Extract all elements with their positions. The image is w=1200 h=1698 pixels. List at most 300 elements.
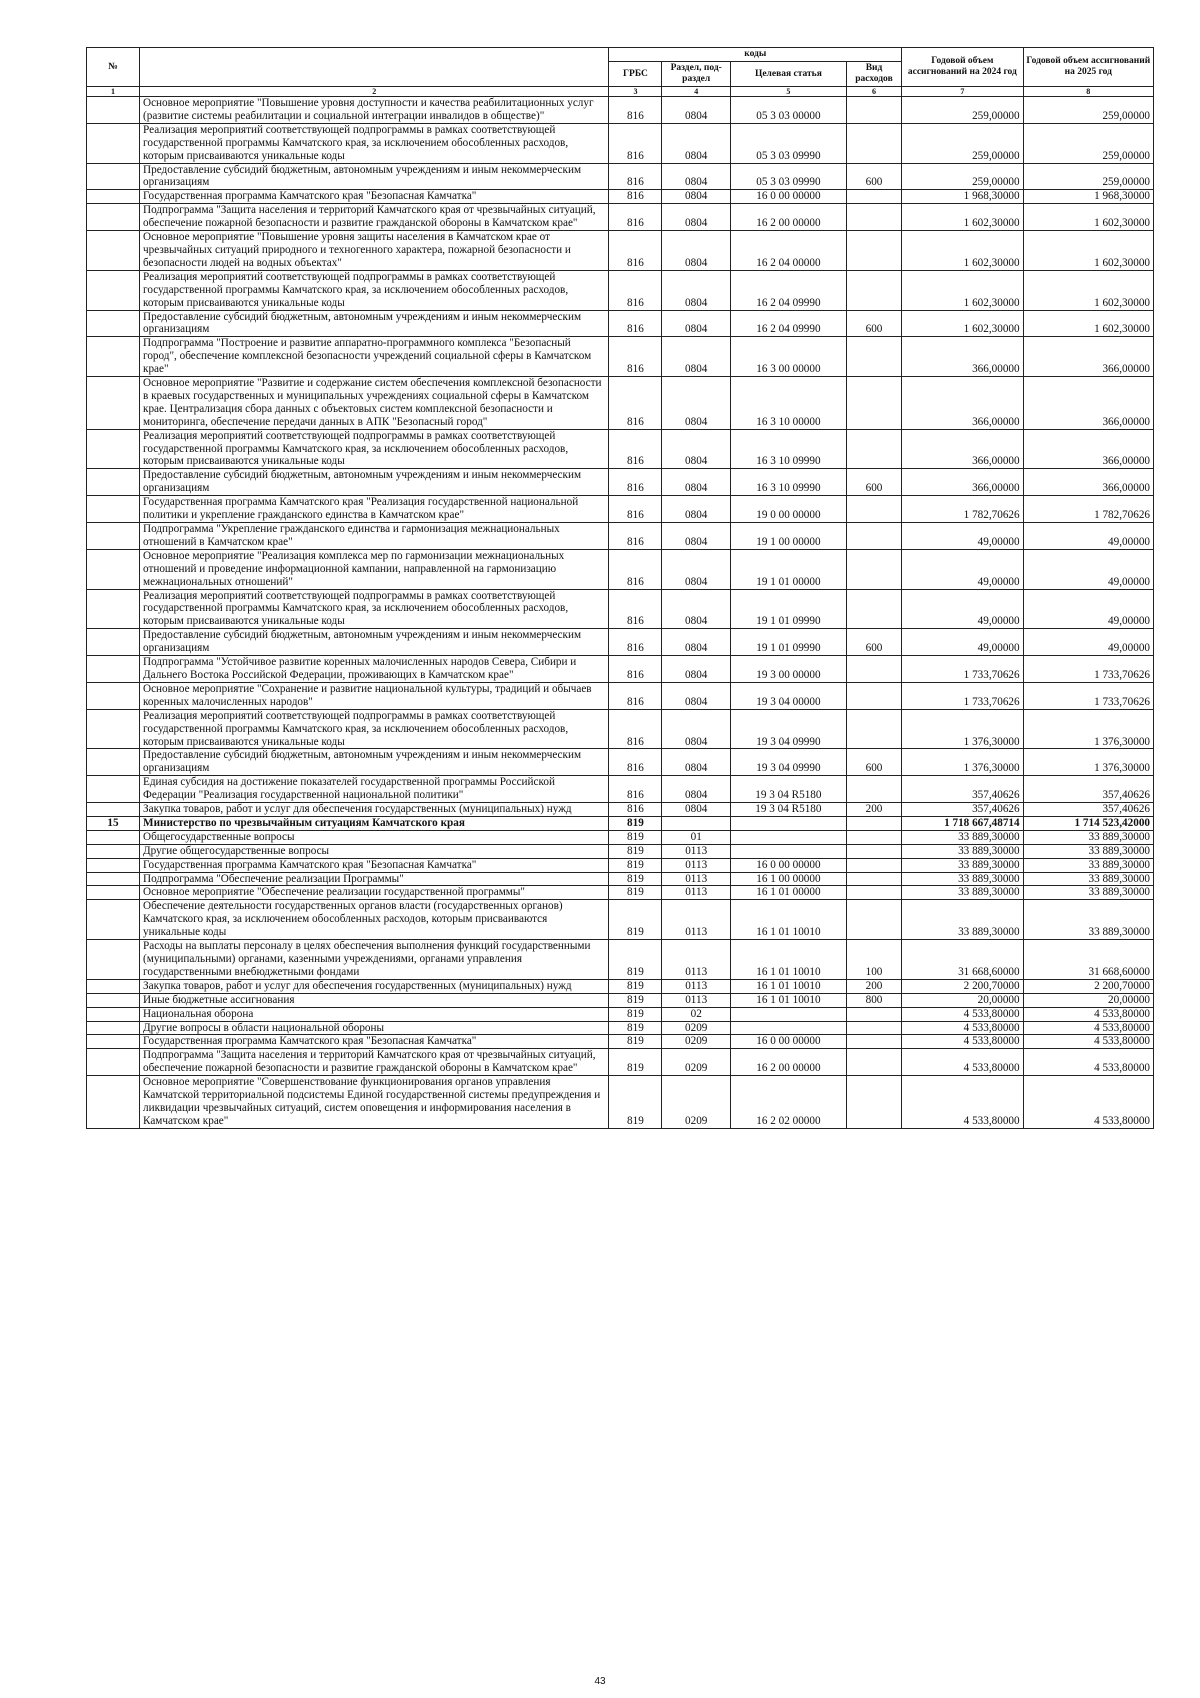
cell-name: Основное мероприятие "Сохранение и развитие национальной культуры, традиций и обычаев коренных малочисленных народов" <box>140 682 609 709</box>
cell-2025: 1 968,30000 <box>1023 190 1153 204</box>
cell-celevaya: 16 2 04 09990 <box>730 310 846 337</box>
cell-razdel: 0804 <box>662 204 730 231</box>
header-grbs: ГРБС <box>609 62 662 87</box>
cell-2025: 4 533,80000 <box>1023 1035 1153 1049</box>
cell-vid <box>846 830 901 844</box>
cell-razdel: 0113 <box>662 858 730 872</box>
cell-name: Министерство по чрезвычайным ситуациям Камчатского края <box>140 816 609 830</box>
cell-name: Реализация мероприятий соответствующей подпрограммы в рамках соответствующей государственной программы Камчатского края, за исключением обособленных расходов, которым присваиваются уникальные коды <box>140 123 609 163</box>
cell-grbs: 816 <box>609 204 662 231</box>
cell-celevaya: 19 1 01 09990 <box>730 589 846 629</box>
table-row <box>87 231 1154 271</box>
cell-2024: 4 533,80000 <box>902 1035 1024 1049</box>
cell-number <box>87 803 140 817</box>
cell-2024: 1 718 667,48714 <box>902 816 1024 830</box>
cell-vid <box>846 231 901 271</box>
cell-number <box>87 1076 140 1129</box>
cell-name: Другие общегосударственные вопросы <box>140 844 609 858</box>
cell-celevaya: 16 3 10 09990 <box>730 429 846 469</box>
cell-2025: 259,00000 <box>1023 163 1153 190</box>
cell-grbs: 819 <box>609 830 662 844</box>
table-row <box>87 204 1154 231</box>
cell-razdel: 0804 <box>662 190 730 204</box>
cell-number <box>87 337 140 377</box>
cell-razdel: 0113 <box>662 993 730 1007</box>
cell-vid <box>846 682 901 709</box>
cell-razdel: 0804 <box>662 429 730 469</box>
cell-grbs: 819 <box>609 844 662 858</box>
cell-celevaya: 16 2 00 00000 <box>730 1049 846 1076</box>
table-body <box>87 97 1154 1129</box>
table-row <box>87 1049 1154 1076</box>
colnum-1: 1 <box>87 87 140 97</box>
table-row <box>87 1021 1154 1035</box>
cell-name: Закупка товаров, работ и услуг для обеспечения государственных (муниципальных) нужд <box>140 803 609 817</box>
cell-razdel: 0804 <box>662 231 730 271</box>
cell-number <box>87 231 140 271</box>
table-row <box>87 589 1154 629</box>
cell-number <box>87 858 140 872</box>
cell-razdel: 0209 <box>662 1021 730 1035</box>
cell-vid <box>846 1076 901 1129</box>
cell-grbs: 816 <box>609 469 662 496</box>
cell-2025: 357,40626 <box>1023 776 1153 803</box>
colnum-6: 6 <box>846 87 901 97</box>
cell-celevaya: 19 1 01 00000 <box>730 549 846 589</box>
cell-vid <box>846 429 901 469</box>
page-number: 43 <box>594 1676 606 1687</box>
cell-2025: 20,00000 <box>1023 993 1153 1007</box>
cell-grbs: 819 <box>609 886 662 900</box>
cell-celevaya: 19 3 00 00000 <box>730 656 846 683</box>
cell-grbs: 816 <box>609 190 662 204</box>
cell-number <box>87 872 140 886</box>
cell-name: Государственная программа Камчатского края "Безопасная Камчатка" <box>140 1035 609 1049</box>
cell-2024: 1 602,30000 <box>902 231 1024 271</box>
cell-name: Подпрограмма "Обеспечение реализации Программы" <box>140 872 609 886</box>
cell-2025: 1 376,30000 <box>1023 709 1153 749</box>
cell-grbs: 819 <box>609 1007 662 1021</box>
cell-2025: 33 889,30000 <box>1023 844 1153 858</box>
cell-celevaya <box>730 844 846 858</box>
header-2025: Годовой объем ассигнований на 2025 год <box>1023 48 1153 87</box>
cell-grbs: 819 <box>609 1035 662 1049</box>
cell-grbs: 819 <box>609 900 662 940</box>
cell-vid: 600 <box>846 163 901 190</box>
table-row <box>87 993 1154 1007</box>
cell-2024: 366,00000 <box>902 377 1024 430</box>
cell-vid <box>846 270 901 310</box>
cell-razdel: 0804 <box>662 469 730 496</box>
table-row <box>87 803 1154 817</box>
cell-name: Государственная программа Камчатского края "Безопасная Камчатка" <box>140 190 609 204</box>
cell-2025: 366,00000 <box>1023 377 1153 430</box>
table-row <box>87 190 1154 204</box>
cell-razdel: 0804 <box>662 656 730 683</box>
cell-2025: 49,00000 <box>1023 549 1153 589</box>
cell-grbs: 816 <box>609 549 662 589</box>
cell-razdel: 0804 <box>662 629 730 656</box>
cell-celevaya: 19 1 00 00000 <box>730 523 846 550</box>
cell-number <box>87 310 140 337</box>
table-row <box>87 629 1154 656</box>
cell-celevaya <box>730 830 846 844</box>
cell-vid: 600 <box>846 629 901 656</box>
cell-vid <box>846 816 901 830</box>
cell-grbs: 816 <box>609 749 662 776</box>
table-row <box>87 377 1154 430</box>
cell-razdel: 0804 <box>662 682 730 709</box>
cell-number <box>87 776 140 803</box>
cell-razdel: 0804 <box>662 310 730 337</box>
cell-2024: 366,00000 <box>902 469 1024 496</box>
cell-2025: 366,00000 <box>1023 429 1153 469</box>
cell-vid <box>846 872 901 886</box>
cell-grbs: 816 <box>609 709 662 749</box>
cell-grbs: 816 <box>609 97 662 124</box>
cell-number <box>87 1049 140 1076</box>
cell-2025: 4 533,80000 <box>1023 1007 1153 1021</box>
cell-grbs: 816 <box>609 682 662 709</box>
cell-grbs: 816 <box>609 231 662 271</box>
table-header <box>87 48 1154 97</box>
cell-grbs: 819 <box>609 993 662 1007</box>
cell-razdel: 0113 <box>662 872 730 886</box>
cell-razdel: 0209 <box>662 1035 730 1049</box>
cell-2025: 1 376,30000 <box>1023 749 1153 776</box>
cell-razdel: 0804 <box>662 803 730 817</box>
cell-number <box>87 1021 140 1035</box>
cell-grbs: 816 <box>609 523 662 550</box>
cell-2024: 366,00000 <box>902 337 1024 377</box>
table-row <box>87 429 1154 469</box>
cell-name: Национальная оборона <box>140 1007 609 1021</box>
cell-grbs: 816 <box>609 776 662 803</box>
cell-name: Предоставление субсидий бюджетным, автономным учреждениям и иным некоммерческим организациям <box>140 469 609 496</box>
cell-number <box>87 1007 140 1021</box>
cell-name: Подпрограмма "Устойчивое развитие коренных малочисленных народов Севера, Сибири и Дальнего Востока Российской Федерации, проживающих в Камчатском крае" <box>140 656 609 683</box>
cell-razdel: 0804 <box>662 377 730 430</box>
cell-number <box>87 993 140 1007</box>
cell-2025: 366,00000 <box>1023 469 1153 496</box>
cell-celevaya: 19 3 04 09990 <box>730 709 846 749</box>
cell-vid <box>846 190 901 204</box>
cell-2025: 33 889,30000 <box>1023 886 1153 900</box>
cell-razdel: 0113 <box>662 886 730 900</box>
cell-celevaya: 16 1 01 00000 <box>730 886 846 900</box>
cell-2024: 357,40626 <box>902 776 1024 803</box>
cell-razdel <box>662 816 730 830</box>
cell-name: Предоставление субсидий бюджетным, автономным учреждениям и иным некоммерческим организациям <box>140 310 609 337</box>
cell-2025: 49,00000 <box>1023 629 1153 656</box>
cell-celevaya: 16 3 00 00000 <box>730 337 846 377</box>
cell-number <box>87 429 140 469</box>
cell-celevaya <box>730 1007 846 1021</box>
cell-name: Основное мероприятие "Повышение уровня доступности и качества реабилитационных услуг (развитие системы реабилитации и социальной интеграции инвалидов в обществе)" <box>140 97 609 124</box>
table-row <box>87 163 1154 190</box>
cell-razdel: 02 <box>662 1007 730 1021</box>
cell-2024: 1 733,70626 <box>902 656 1024 683</box>
cell-number <box>87 377 140 430</box>
cell-2024: 259,00000 <box>902 123 1024 163</box>
cell-celevaya: 16 2 00 00000 <box>730 204 846 231</box>
cell-razdel: 0209 <box>662 1049 730 1076</box>
cell-name: Государственная программа Камчатского края "Безопасная Камчатка" <box>140 858 609 872</box>
cell-2024: 1 782,70626 <box>902 496 1024 523</box>
cell-name: Подпрограмма "Защита населения и территорий Камчатского края от чрезвычайных ситуаций, обеспечение пожарной безопасности и развитие гражданской обороны в Камчатском крае" <box>140 204 609 231</box>
cell-2025: 33 889,30000 <box>1023 858 1153 872</box>
cell-number <box>87 523 140 550</box>
cell-grbs: 816 <box>609 429 662 469</box>
cell-2025: 4 533,80000 <box>1023 1021 1153 1035</box>
cell-2025: 49,00000 <box>1023 523 1153 550</box>
cell-number <box>87 204 140 231</box>
header-vid: Вид расходов <box>846 62 901 87</box>
table-row <box>87 816 1154 830</box>
table-row <box>87 469 1154 496</box>
cell-grbs: 816 <box>609 377 662 430</box>
cell-vid: 200 <box>846 803 901 817</box>
cell-number <box>87 270 140 310</box>
cell-celevaya: 16 1 01 10010 <box>730 979 846 993</box>
cell-name: Реализация мероприятий соответствующей подпрограммы в рамках соответствующей государственной программы Камчатского края, за исключением обособленных расходов, которым присваиваются уникальные коды <box>140 270 609 310</box>
cell-celevaya <box>730 1021 846 1035</box>
cell-vid: 800 <box>846 993 901 1007</box>
cell-2024: 259,00000 <box>902 163 1024 190</box>
cell-number <box>87 682 140 709</box>
cell-number <box>87 97 140 124</box>
cell-vid <box>846 709 901 749</box>
cell-celevaya: 16 1 01 10010 <box>730 900 846 940</box>
cell-grbs: 819 <box>609 1021 662 1035</box>
cell-name: Государственная программа Камчатского края "Реализация государственной национальной политики и укрепление гражданского единства в Камчатском крае" <box>140 496 609 523</box>
colnum-3: 3 <box>609 87 662 97</box>
cell-grbs: 819 <box>609 1049 662 1076</box>
table-row <box>87 776 1154 803</box>
cell-celevaya: 19 3 04 R5180 <box>730 803 846 817</box>
cell-celevaya: 19 3 04 00000 <box>730 682 846 709</box>
cell-vid <box>846 1021 901 1035</box>
cell-2024: 4 533,80000 <box>902 1007 1024 1021</box>
cell-name: Закупка товаров, работ и услуг для обеспечения государственных (муниципальных) нужд <box>140 979 609 993</box>
cell-vid: 200 <box>846 979 901 993</box>
cell-vid <box>846 656 901 683</box>
colnum-4: 4 <box>662 87 730 97</box>
cell-grbs: 816 <box>609 310 662 337</box>
cell-2025: 4 533,80000 <box>1023 1049 1153 1076</box>
cell-name: Подпрограмма "Укрепление гражданского единства и гармонизация межнациональных отношений в Камчатском крае" <box>140 523 609 550</box>
header-razdel: Раздел, под-раздел <box>662 62 730 87</box>
cell-razdel: 0804 <box>662 523 730 550</box>
cell-name: Основное мероприятие "Реализация комплекса мер по гармонизации межнациональных отношений и проведение информационной кампании, направленной на гармонизацию межнациональных отношений" <box>140 549 609 589</box>
table-row <box>87 872 1154 886</box>
cell-number <box>87 190 140 204</box>
table-row <box>87 337 1154 377</box>
cell-razdel: 0113 <box>662 844 730 858</box>
header-name <box>140 48 609 87</box>
cell-2024: 33 889,30000 <box>902 858 1024 872</box>
cell-2024: 33 889,30000 <box>902 830 1024 844</box>
cell-grbs: 816 <box>609 656 662 683</box>
cell-grbs: 816 <box>609 337 662 377</box>
cell-number <box>87 709 140 749</box>
cell-2024: 33 889,30000 <box>902 844 1024 858</box>
cell-grbs: 816 <box>609 803 662 817</box>
cell-2025: 1 733,70626 <box>1023 682 1153 709</box>
cell-grbs: 816 <box>609 496 662 523</box>
cell-number <box>87 830 140 844</box>
cell-name: Реализация мероприятий соответствующей подпрограммы в рамках соответствующей государственной программы Камчатского края, за исключением обособленных расходов, которым присваиваются уникальные коды <box>140 429 609 469</box>
cell-name: Основное мероприятие "Развитие и содержание систем обеспечения комплексной безопасности в краевых государственных и муниципальных учреждениях социальной сферы в Камчатском крае. Централизация сбора данных с объектовых систем комплексной безопасности и мониторинга, обеспечение передачи данных в АПК "Безопасный город" <box>140 377 609 430</box>
cell-2025: 1 602,30000 <box>1023 310 1153 337</box>
cell-2024: 49,00000 <box>902 629 1024 656</box>
cell-number <box>87 656 140 683</box>
cell-number: 15 <box>87 816 140 830</box>
cell-celevaya: 19 1 01 09990 <box>730 629 846 656</box>
cell-vid: 600 <box>846 310 901 337</box>
cell-2024: 1 733,70626 <box>902 682 1024 709</box>
cell-celevaya: 16 1 01 10010 <box>730 940 846 980</box>
cell-number <box>87 900 140 940</box>
cell-2024: 1 968,30000 <box>902 190 1024 204</box>
cell-2025: 259,00000 <box>1023 123 1153 163</box>
cell-celevaya: 16 1 00 00000 <box>730 872 846 886</box>
cell-razdel: 0804 <box>662 97 730 124</box>
cell-number <box>87 469 140 496</box>
cell-celevaya: 16 2 04 09990 <box>730 270 846 310</box>
cell-2024: 4 533,80000 <box>902 1049 1024 1076</box>
cell-name: Подпрограмма "Защита населения и территорий Камчатского края от чрезвычайных ситуаций, обеспечение пожарной безопасности и развитие гражданской обороны в Камчатском крае" <box>140 1049 609 1076</box>
table-row <box>87 1007 1154 1021</box>
cell-2025: 4 533,80000 <box>1023 1076 1153 1129</box>
cell-vid <box>846 496 901 523</box>
table-row <box>87 270 1154 310</box>
cell-2024: 366,00000 <box>902 429 1024 469</box>
cell-2024: 33 889,30000 <box>902 900 1024 940</box>
cell-grbs: 819 <box>609 940 662 980</box>
cell-razdel: 0113 <box>662 979 730 993</box>
cell-number <box>87 886 140 900</box>
cell-2024: 1 376,30000 <box>902 749 1024 776</box>
table-row <box>87 749 1154 776</box>
cell-vid <box>846 204 901 231</box>
cell-number <box>87 589 140 629</box>
table-row <box>87 682 1154 709</box>
cell-2024: 4 533,80000 <box>902 1076 1024 1129</box>
cell-name: Реализация мероприятий соответствующей подпрограммы в рамках соответствующей государственной программы Камчатского края, за исключением обособленных расходов, которым присваиваются уникальные коды <box>140 709 609 749</box>
cell-grbs: 816 <box>609 589 662 629</box>
cell-2024: 49,00000 <box>902 549 1024 589</box>
colnum-8: 8 <box>1023 87 1153 97</box>
cell-razdel: 0804 <box>662 549 730 589</box>
cell-vid <box>846 377 901 430</box>
cell-razdel: 0804 <box>662 589 730 629</box>
table-row <box>87 310 1154 337</box>
cell-celevaya <box>730 816 846 830</box>
cell-celevaya: 16 2 02 00000 <box>730 1076 846 1129</box>
header-codes: коды <box>609 48 902 62</box>
cell-razdel: 01 <box>662 830 730 844</box>
cell-2024: 1 602,30000 <box>902 204 1024 231</box>
cell-vid <box>846 1049 901 1076</box>
cell-razdel: 0804 <box>662 496 730 523</box>
cell-2024: 33 889,30000 <box>902 872 1024 886</box>
cell-2025: 259,00000 <box>1023 97 1153 124</box>
cell-vid <box>846 1007 901 1021</box>
cell-name: Основное мероприятие "Повышение уровня защиты населения в Камчатском крае от чрезвычайных ситуаций природного и техногенного характера, пожарной безопасности и безопасности людей на водных объектах" <box>140 231 609 271</box>
cell-grbs: 819 <box>609 1076 662 1129</box>
cell-celevaya: 05 3 03 00000 <box>730 97 846 124</box>
colnum-7: 7 <box>902 87 1024 97</box>
cell-2024: 4 533,80000 <box>902 1021 1024 1035</box>
cell-number <box>87 940 140 980</box>
cell-grbs: 819 <box>609 816 662 830</box>
cell-razdel: 0209 <box>662 1076 730 1129</box>
table-row <box>87 496 1154 523</box>
cell-name: Другие вопросы в области национальной обороны <box>140 1021 609 1035</box>
cell-number <box>87 629 140 656</box>
table-row <box>87 656 1154 683</box>
cell-number <box>87 549 140 589</box>
cell-vid: 600 <box>846 749 901 776</box>
cell-number <box>87 163 140 190</box>
cell-grbs: 819 <box>609 979 662 993</box>
cell-celevaya: 19 0 00 00000 <box>730 496 846 523</box>
cell-razdel: 0804 <box>662 123 730 163</box>
cell-2025: 31 668,60000 <box>1023 940 1153 980</box>
table-row <box>87 709 1154 749</box>
cell-number <box>87 749 140 776</box>
cell-grbs: 819 <box>609 858 662 872</box>
table-row <box>87 97 1154 124</box>
cell-razdel: 0113 <box>662 940 730 980</box>
cell-2024: 1 602,30000 <box>902 270 1024 310</box>
cell-razdel: 0804 <box>662 776 730 803</box>
cell-celevaya: 16 2 04 00000 <box>730 231 846 271</box>
cell-name: Основное мероприятие "Совершенствование функционирования органов управления Камчатской территориальной подсистемы Единой государственной системы предупреждения и ликвидации чрезвычайных ситуаций, систем оповещения и информирования населения в Камчатском крае" <box>140 1076 609 1129</box>
cell-celevaya: 16 0 00 00000 <box>730 1035 846 1049</box>
table-row <box>87 549 1154 589</box>
cell-vid <box>846 337 901 377</box>
cell-name: Реализация мероприятий соответствующей подпрограммы в рамках соответствующей государственной программы Камчатского края, за исключением обособленных расходов, которым присваиваются уникальные коды <box>140 589 609 629</box>
cell-name: Иные бюджетные ассигнования <box>140 993 609 1007</box>
cell-number <box>87 123 140 163</box>
cell-2024: 49,00000 <box>902 523 1024 550</box>
cell-name: Основное мероприятие "Обеспечение реализации государственной программы" <box>140 886 609 900</box>
cell-2025: 33 889,30000 <box>1023 872 1153 886</box>
cell-razdel: 0804 <box>662 270 730 310</box>
colnum-2: 2 <box>140 87 609 97</box>
cell-grbs: 816 <box>609 163 662 190</box>
cell-celevaya: 19 3 04 R5180 <box>730 776 846 803</box>
cell-vid <box>846 844 901 858</box>
cell-grbs: 819 <box>609 872 662 886</box>
cell-vid <box>846 523 901 550</box>
cell-2025: 1 602,30000 <box>1023 270 1153 310</box>
cell-2025: 33 889,30000 <box>1023 830 1153 844</box>
table-row <box>87 979 1154 993</box>
cell-celevaya: 16 0 00 00000 <box>730 190 846 204</box>
cell-razdel: 0804 <box>662 709 730 749</box>
cell-name: Предоставление субсидий бюджетным, автономным учреждениям и иным некоммерческим организациям <box>140 629 609 656</box>
cell-2025: 1 733,70626 <box>1023 656 1153 683</box>
cell-2025: 357,40626 <box>1023 803 1153 817</box>
cell-razdel: 0804 <box>662 337 730 377</box>
cell-name: Единая субсидия на достижение показателей государственной программы Российской Федерации "Реализация государственной национальной политики" <box>140 776 609 803</box>
header-number: № <box>87 48 140 87</box>
cell-name: Предоставление субсидий бюджетным, автономным учреждениям и иным некоммерческим организациям <box>140 163 609 190</box>
cell-2024: 357,40626 <box>902 803 1024 817</box>
